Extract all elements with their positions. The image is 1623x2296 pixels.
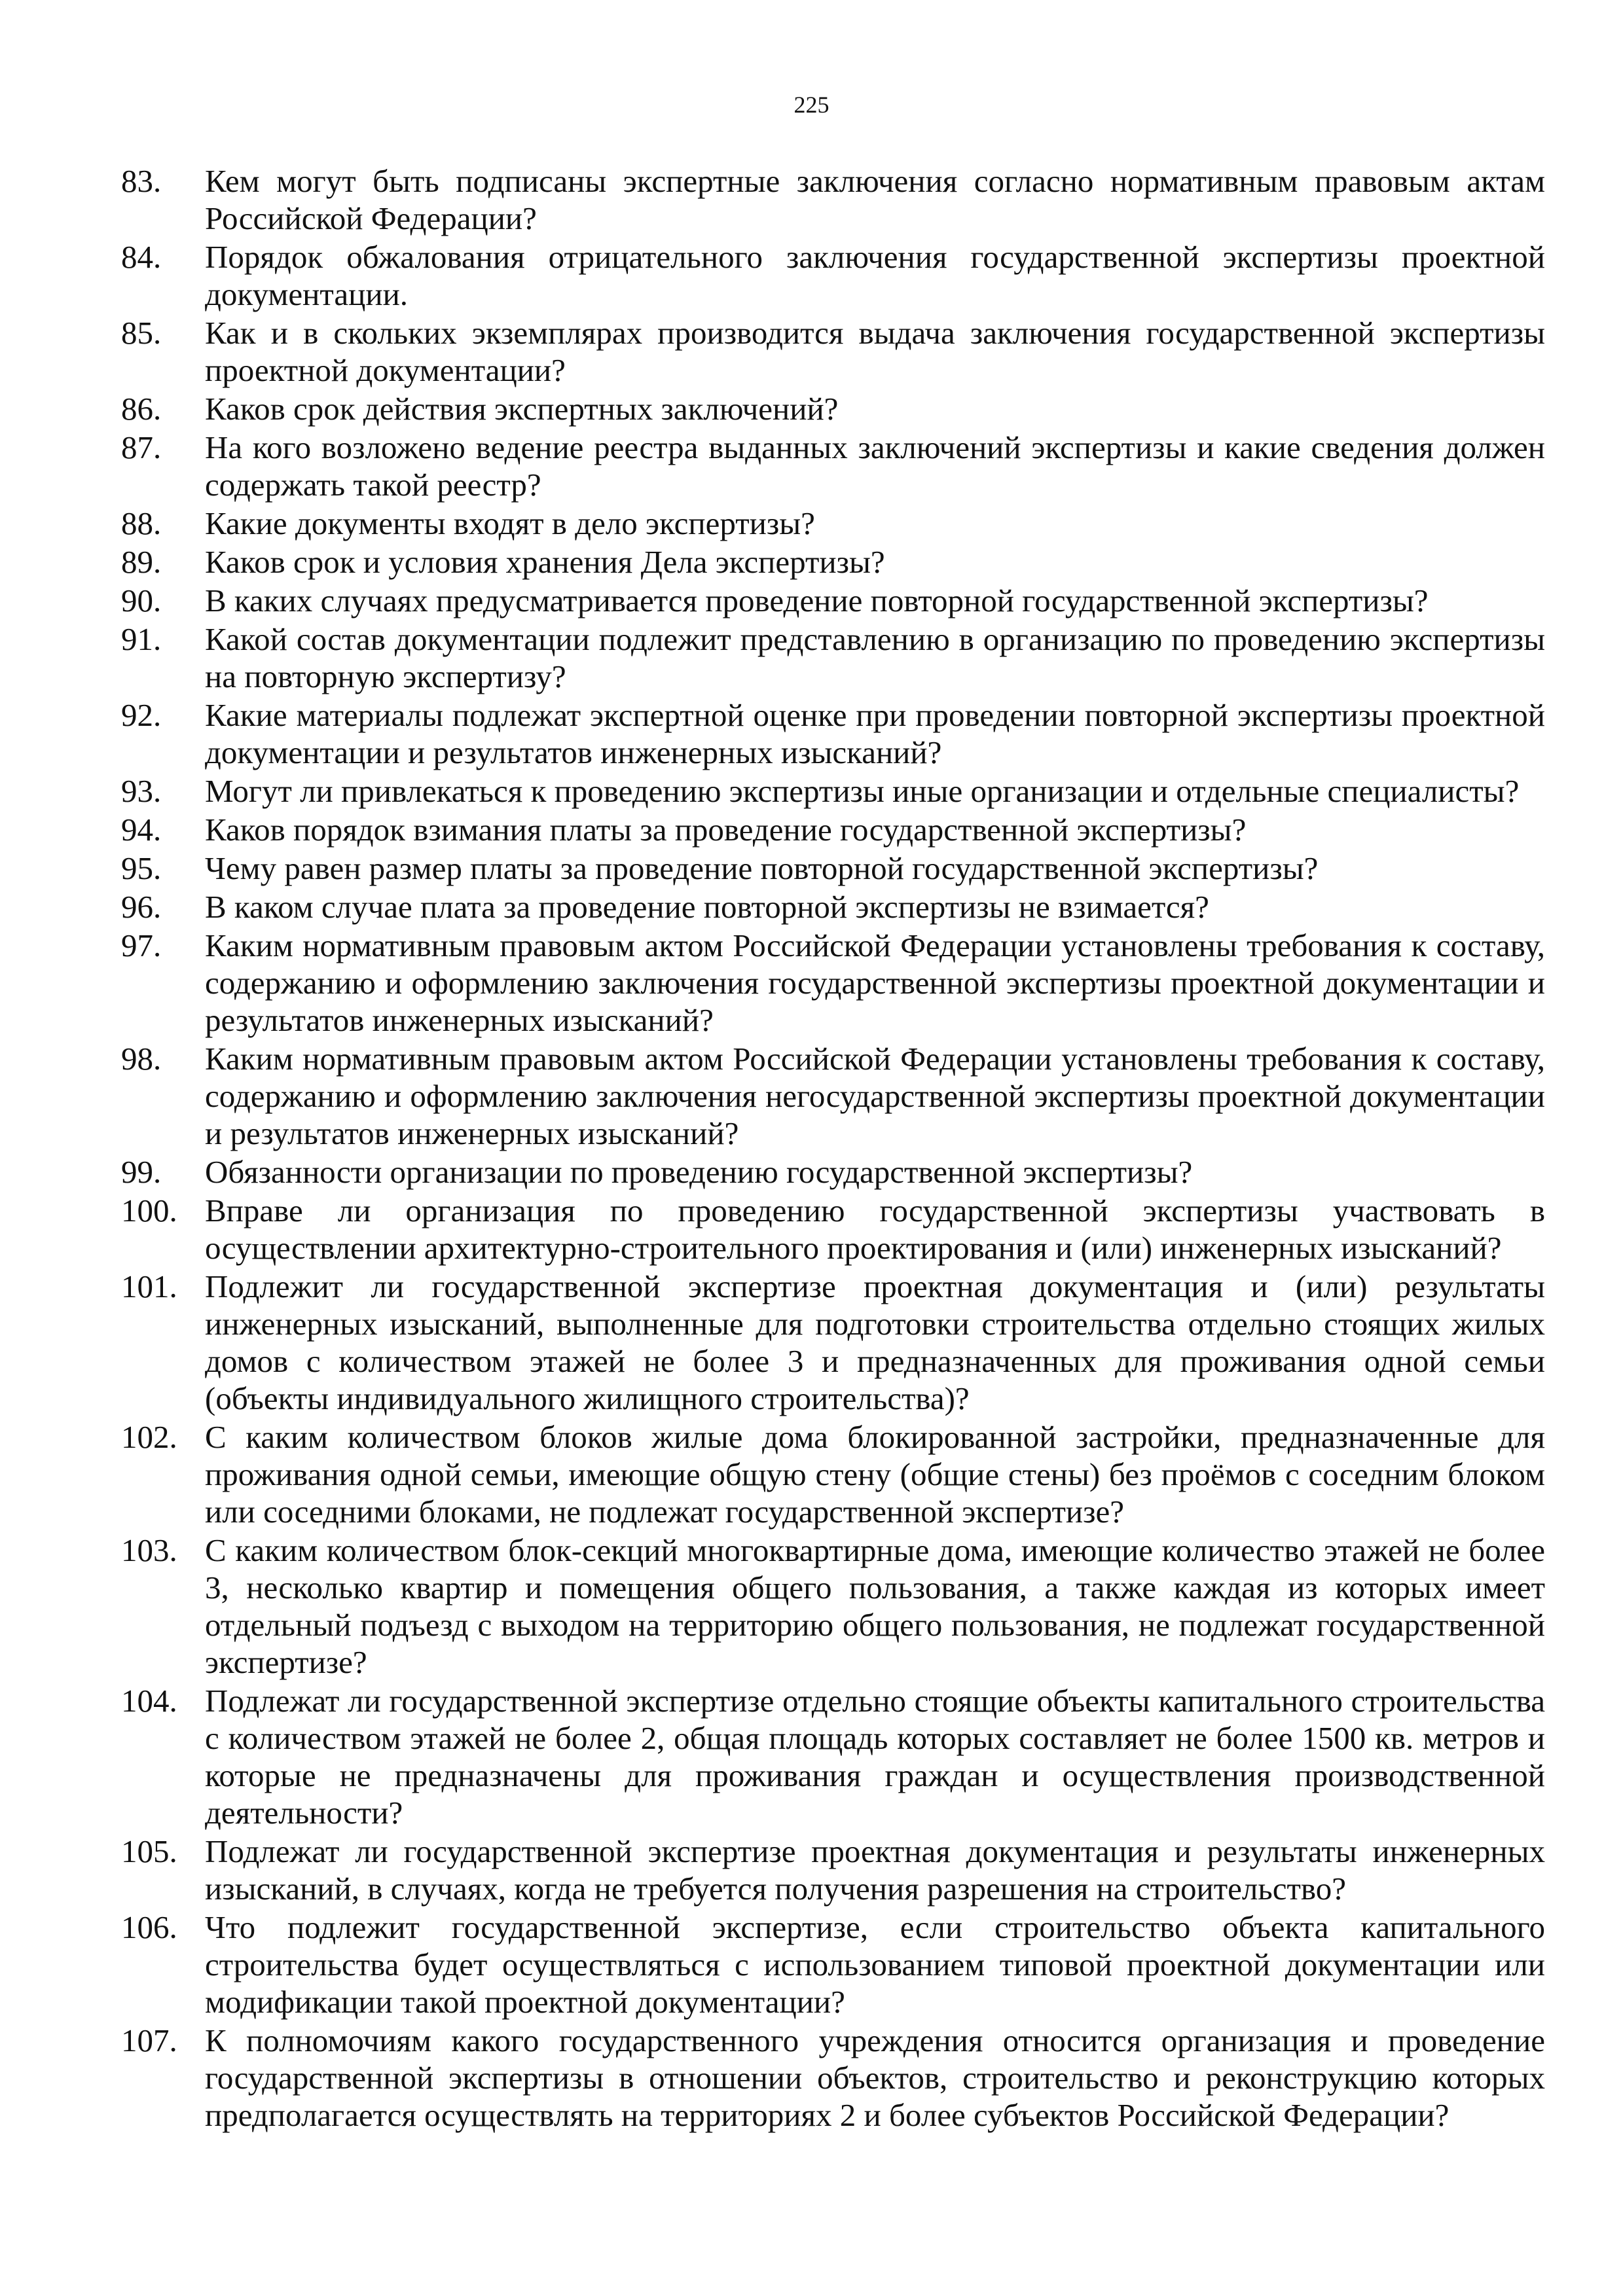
question-number: 103. — [121, 1532, 177, 1568]
list-item — [121, 1192, 1545, 1266]
question-text: Каким нормативным правовым актом Российской Федерации установлены требования к составу, содержанию и оформлению заключения государственной экспертизы проектной документации и результатов инженерных изысканий? — [205, 927, 1545, 1038]
question-number: 89. — [121, 544, 162, 580]
list-item — [121, 927, 1545, 1039]
question-text: Какие материалы подлежат экспертной оценке при проведении повторной экспертизы проектной документации и результатов инженерных изысканий? — [205, 697, 1545, 770]
question-number: 84. — [121, 239, 162, 275]
list-item — [121, 772, 1545, 810]
question-number: 88. — [121, 505, 162, 541]
list-item — [121, 505, 1545, 542]
list-item — [121, 1268, 1545, 1417]
question-text: Каков порядок взимания платы за проведение государственной экспертизы? — [205, 812, 1247, 848]
question-number: 99. — [121, 1154, 162, 1190]
question-text: Что подлежит государственной экспертизе, если строительство объекта капитального строительства будет осуществляться с использованием типовой проектной документации или модификации такой проектной документации? — [205, 1909, 1545, 2020]
list-item — [121, 543, 1545, 581]
list-item — [121, 1532, 1545, 1681]
question-number: 101. — [121, 1268, 177, 1304]
question-number: 98. — [121, 1041, 162, 1077]
question-number: 85. — [121, 315, 162, 351]
question-text: Кем могут быть подписаны экспертные заключения согласно нормативным правовым актам Российской Федерации? — [205, 163, 1545, 236]
question-number: 86. — [121, 391, 162, 427]
list-item — [121, 314, 1545, 389]
question-number: 105. — [121, 1833, 177, 1869]
question-number: 93. — [121, 773, 162, 809]
question-number: 90. — [121, 583, 162, 619]
question-number: 83. — [121, 163, 162, 199]
question-text: Подлежат ли государственной экспертизе проектная документация и результаты инженерных изысканий, в случаях, когда не требуется получения разрешения на строительство? — [205, 1833, 1545, 1907]
question-text: Подлежат ли государственной экспертизе отдельно стоящие объекты капитального строительства с количеством этажей не более 2, общая площадь которых составляет не более 1500 кв. метров и которые не предназначены для проживания граждан и осуществления производственной деятельности? — [205, 1683, 1545, 1831]
question-text: К полномочиям какого государственного учреждения относится организация и проведение государственной экспертизы в отношении объектов, строительство и реконструкцию которых предполагается осуществлять на территориях 2 и более субъектов Российской Федерации? — [205, 2022, 1545, 2133]
question-number: 100. — [121, 1193, 177, 1229]
question-number: 107. — [121, 2022, 177, 2058]
list-item — [121, 582, 1545, 619]
question-number: 96. — [121, 889, 162, 925]
question-text: Порядок обжалования отрицательного заключения государственной экспертизы проектной документации. — [205, 239, 1545, 312]
list-item — [121, 888, 1545, 925]
list-item — [121, 1833, 1545, 1907]
list-item — [121, 390, 1545, 427]
question-number: 106. — [121, 1909, 177, 1945]
question-text: Обязанности организации по проведению государственной экспертизы? — [205, 1154, 1193, 1190]
question-text: С каким количеством блоков жилые дома блокированной застройки, предназначенные для проживания одной семьи, имеющие общую стену (общие стены) без проёмов с соседним блоком или соседними блоками, не подлежат государственной экспертизе? — [205, 1419, 1545, 1530]
list-item — [121, 1682, 1545, 1831]
question-text: В каких случаях предусматривается проведение повторной государственной экспертизы? — [205, 583, 1429, 619]
list-item — [121, 850, 1545, 887]
question-text: Могут ли привлекаться к проведению экспертизы иные организации и отдельные специалисты? — [205, 773, 1520, 809]
question-number: 95. — [121, 850, 162, 886]
list-item — [121, 696, 1545, 771]
question-text: Вправе ли организация по проведению государственной экспертизы участвовать в осуществлении архитектурно-строительного проектирования и (или) инженерных изысканий? — [205, 1193, 1545, 1266]
list-item — [121, 1153, 1545, 1191]
question-number: 91. — [121, 621, 162, 657]
list-item — [121, 1418, 1545, 1530]
list-item — [121, 1909, 1545, 2020]
question-number: 102. — [121, 1419, 177, 1455]
list-item — [121, 162, 1545, 237]
question-text: Чему равен размер платы за проведение повторной государственной экспертизы? — [205, 850, 1319, 886]
question-text: Подлежит ли государственной экспертизе проектная документация и (или) результаты инженерных изысканий, выполненные для подготовки строительства отдельно стоящих жилых домов с количеством этажей не более 3 и предназначенных для проживания одной семьи (объекты индивидуального жилищного строительства)? — [205, 1268, 1545, 1416]
question-number: 92. — [121, 697, 162, 733]
question-number: 104. — [121, 1683, 177, 1719]
question-text: С каким количеством блок-секций многоквартирные дома, имеющие количество этажей не более 3, несколько квартир и помещения общего пользования, а также каждая из которых имеет отдельный подъезд с выходом на территорию общего пользования, не подлежат государственной экспертизе? — [205, 1532, 1545, 1680]
list-item — [121, 620, 1545, 695]
list-item — [121, 811, 1545, 848]
question-text: Как и в скольких экземплярах производится выдача заключения государственной экспертизы проектной документации? — [205, 315, 1545, 388]
question-text: Каким нормативным правовым актом Российской Федерации установлены требования к составу, содержанию и оформлению заключения негосударственной экспертизы проектной документации и результатов инженерных изысканий? — [205, 1041, 1545, 1151]
list-item — [121, 1040, 1545, 1152]
list-item — [121, 2022, 1545, 2134]
page-number: 225 — [793, 92, 830, 118]
question-text: Какой состав документации подлежит представлению в организацию по проведению экспертизы на повторную экспертизу? — [205, 621, 1545, 694]
question-number: 87. — [121, 429, 162, 465]
question-number: 94. — [121, 812, 162, 848]
question-text: Каков срок действия экспертных заключений? — [205, 391, 839, 427]
list-item — [121, 429, 1545, 503]
question-list — [121, 162, 1545, 2135]
list-item — [121, 238, 1545, 313]
question-text: Каков срок и условия хранения Дела экспертизы? — [205, 544, 885, 580]
question-text: В каком случае плата за проведение повторной экспертизы не взимается? — [205, 889, 1209, 925]
question-text: На кого возложено ведение реестра выданных заключений экспертизы и какие сведения должен содержать такой реестр? — [205, 429, 1545, 503]
question-number: 97. — [121, 927, 162, 963]
question-text: Какие документы входят в дело экспертизы? — [205, 505, 815, 541]
